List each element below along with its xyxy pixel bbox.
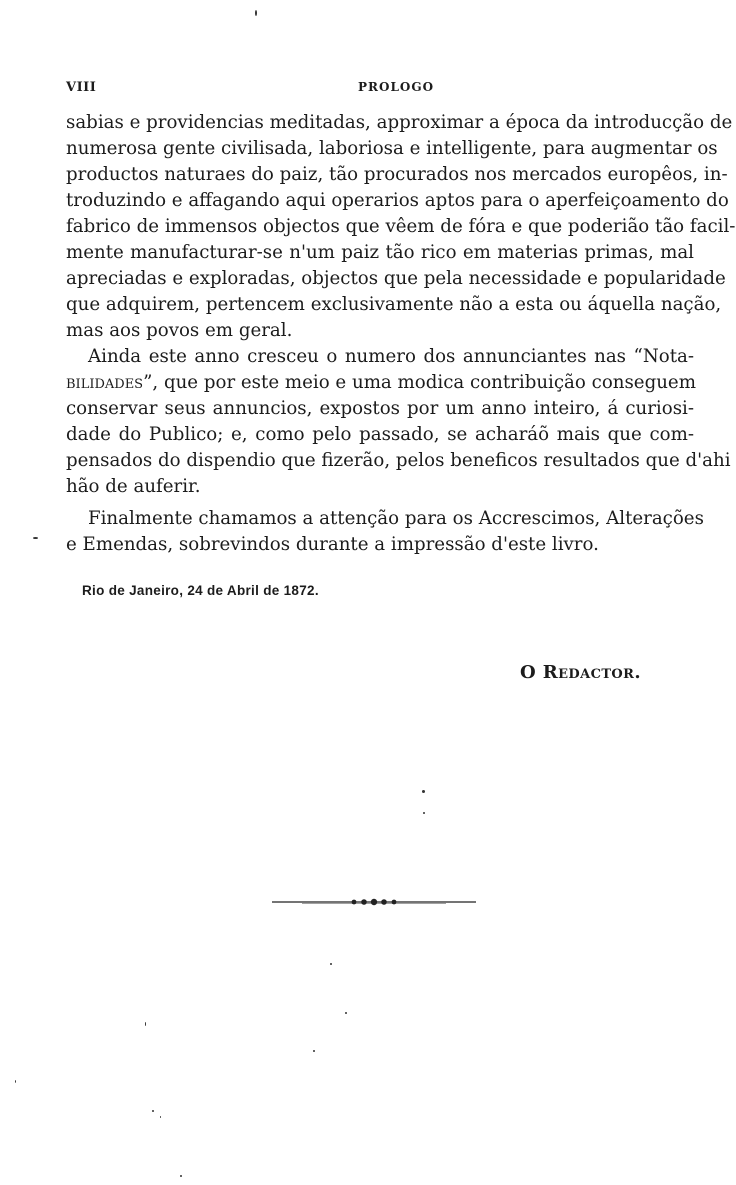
speck (152, 1110, 154, 1112)
speck (255, 10, 257, 16)
running-title: PROLOGO (358, 80, 435, 94)
page-number: VIII (66, 80, 97, 95)
text-line: e Emendas, sobrevindos durante a impressão d'este livro. (66, 534, 599, 555)
ornamental-rule (272, 893, 476, 911)
text-line: conservar seus annuncios, expostos por um anno inteiro, á curiosi- (66, 398, 694, 419)
text-line: fabrico de immensos objectos que vêem de fóra e que poderião tão facil- (66, 216, 736, 237)
speck (422, 790, 425, 793)
place-and-date: Rio de Janeiro, 24 de Abril de 1872. (82, 583, 319, 598)
text-run: ”, que por este meio e uma modica contribuição conseguem (143, 372, 696, 393)
text-line: mas aos povos em geral. (66, 320, 293, 341)
text-line: pensados do dispendio que fizerão, pelos beneficos resultados que d'ahi (66, 450, 731, 471)
speck (33, 537, 38, 539)
speck (160, 1116, 161, 1118)
speck (15, 1080, 16, 1083)
speck (313, 1050, 315, 1052)
text-line: Finalmente chamamos a attenção para os Accrescimos, Alterações (88, 508, 704, 529)
text-line: mente manufacturar-se n'um paiz tão rico em materias primas, mal (66, 242, 694, 263)
speck (423, 812, 425, 814)
speck (330, 963, 332, 965)
speck (345, 1012, 347, 1014)
text-line: sabias e providencias meditadas, approximar a época da introducção de (66, 112, 733, 133)
text-line: troduzindo e affagando aqui operarios aptos para o aperfeiçoamento do (66, 190, 729, 211)
text-line (66, 370, 694, 396)
text-line: numerosa gente civilisada, laboriosa e intelligente, para augmentar os (66, 138, 718, 159)
speck (180, 1175, 182, 1177)
text-line: apreciadas e exploradas, objectos que pela necessidade e popularidade (66, 268, 726, 289)
text-line: que adquirem, pertencem exclusivamente não a esta ou áquella nação, (66, 294, 722, 315)
text-line: dade do Publico; e, como pelo passado, se acharáõ mais que com- (66, 424, 694, 445)
signature: O Redactor. (520, 662, 641, 683)
smallcaps-word: bilidades (66, 372, 144, 393)
text-line: Ainda este anno cresceu o numero dos annunciantes nas “Nota- (88, 346, 694, 367)
speck (145, 1022, 146, 1026)
text-line: hão de auferir. (66, 476, 201, 497)
text-line: productos naturaes do paiz, tão procurados nos mercados europêos, in- (66, 164, 728, 185)
